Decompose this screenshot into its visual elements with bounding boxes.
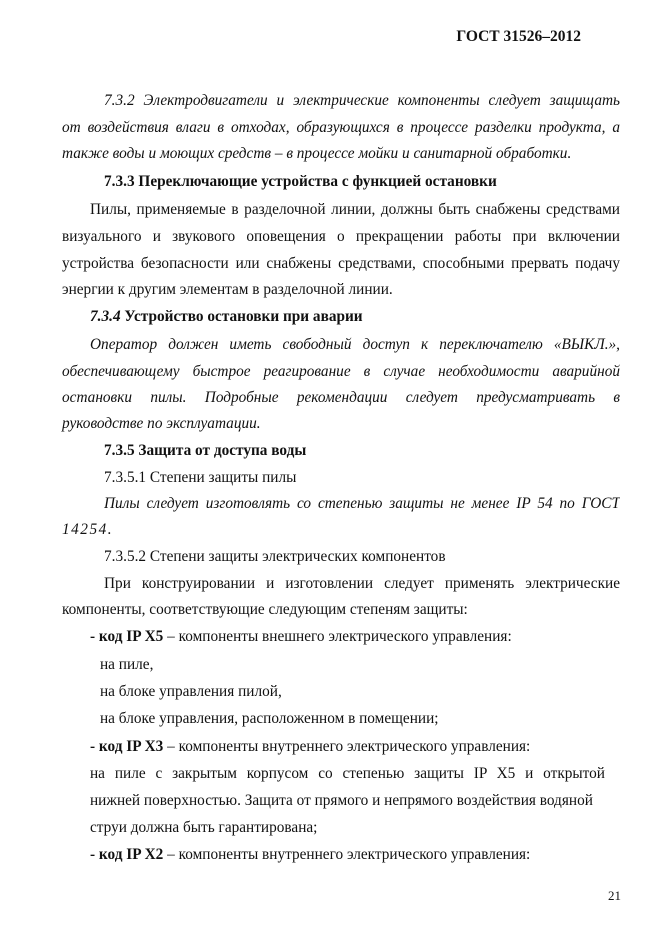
paragraph-line: от воздействия влаги в отходах, образующихся в процессе разделки продукта, а (62, 119, 620, 136)
code-description: – компоненты внутреннего электрического управления: (163, 738, 531, 755)
paragraph-line: 7.3.2 Электродвигатели и электрические компоненты следует защищать (104, 92, 620, 109)
section-heading (90, 307, 363, 327)
paragraph-line: Пилы, применяемые в разделочной линии, должны быть снабжены средствами (90, 201, 620, 218)
code-item (90, 627, 512, 647)
paragraph-line: энергии к другим элементам в разделочной линии. (62, 281, 393, 298)
code-description: – компоненты внутреннего электрического управления: (163, 846, 531, 863)
list-item: на блоке управления пилой, (100, 683, 282, 700)
code-label: - код IP X2 (90, 846, 164, 863)
page-number: 21 (608, 888, 621, 903)
paragraph-line: 14254. (62, 521, 114, 538)
list-item: на блоке управления, расположенном в помещении; (100, 710, 439, 727)
paragraph-line: на пиле с закрытым корпусом со степенью защиты IP X5 и открытой (90, 765, 605, 782)
section-number: 7.3.4 (90, 308, 121, 325)
subsection-heading: 7.3.5.2 Степени защиты электрических компонентов (104, 548, 446, 565)
section-heading: 7.3.5 Защита от доступа воды (104, 442, 307, 459)
code-label: - код IP X3 (90, 738, 164, 755)
paragraph-line: устройства безопасности или снабжены средствами, способными прервать подачу (62, 255, 620, 272)
code-item (90, 845, 530, 865)
section-heading: 7.3.3 Переключающие устройства с функцией остановки (104, 173, 497, 190)
section-title: Устройство остановки при аварии (124, 308, 363, 325)
paragraph-line: Оператор должен иметь свободный доступ к переключателю «ВЫКЛ.», (90, 336, 620, 353)
paragraph-line: остановки пилы. Подробные рекомендации следует предусматривать в (62, 389, 620, 406)
code-description: – компоненты внешнего электрического управления: (163, 628, 512, 645)
paragraph-line: также воды и моющих средств – в процессе мойки и санитарной обработки. (62, 145, 572, 162)
paragraph-line: При конструировании и изготовлении следует применять электрические (104, 575, 620, 592)
paragraph-line: компоненты, соответствующие следующим степеням защиты: (62, 601, 468, 618)
list-item: на пиле, (100, 656, 154, 673)
code-item (90, 737, 530, 757)
paragraph-line: руководстве по эксплуатации. (62, 415, 261, 432)
paragraph-line: нижней поверхностью. Защита от прямого и непрямого воздействия водяной (90, 792, 593, 809)
paragraph-line: струи должна быть гарантирована; (90, 819, 318, 836)
subsection-heading: 7.3.5.1 Степени защиты пилы (104, 469, 297, 486)
paragraph-line: визуального и звукового оповещения о прекращении работы при включении (62, 228, 620, 245)
standard-header: ГОСТ 31526–2012 (456, 28, 581, 45)
code-label: - код IP X5 (90, 628, 164, 645)
paragraph-line: обеспечивающему быстрое реагирование в случае необходимости аварийной (62, 363, 620, 380)
paragraph-line: Пилы следует изготовлять со степенью защиты не менее IP 54 по ГОСТ (104, 495, 620, 512)
